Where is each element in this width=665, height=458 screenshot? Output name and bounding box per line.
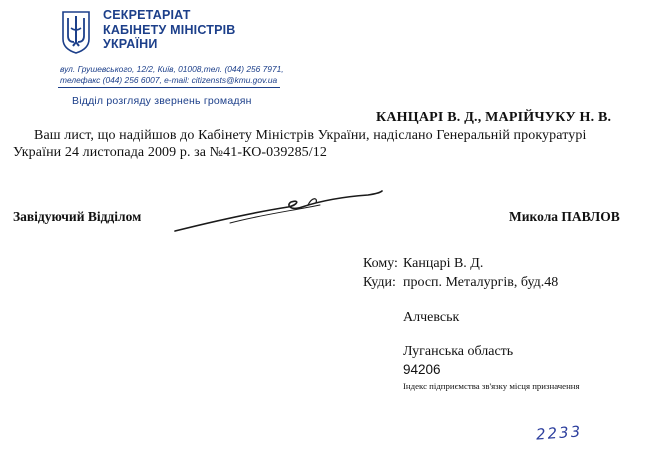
region: Луганська область [403,344,514,359]
letter-body-line-2: України 24 листопада 2009 р. за №41-КО-039285/12 [13,145,327,160]
to-label: Кому: [363,256,398,271]
handwritten-number: 2233 [535,422,583,444]
to-value: Канцарі В. Д. [403,256,484,271]
org-line-3: УКРАЇНИ [103,37,158,51]
organization-name [103,8,236,52]
contact-address: вул. Грушевського, 12/2, Київ, 01008,тел. (044) 256 7971, [60,64,284,74]
where-label: Куди: [363,275,396,290]
signature-image [170,183,385,238]
contact-block [60,64,284,86]
org-line-1: СЕКРЕТАРІАТ [103,8,191,22]
addressee: КАНЦАРІ В. Д., МАРІЙЧУКУ Н. В. [376,110,612,125]
signer-title: Завідуючий Відділом [13,209,142,224]
signer-name: Микола ПАВЛОВ [509,209,620,224]
trident-icon [60,9,92,55]
where-value: просп. Металургів, буд.48 [403,275,559,290]
department-name: Відділ розгляду звернень громадян [72,95,252,107]
postal-code: 94206 [403,362,441,377]
city: Алчевськ [403,310,460,325]
org-line-2: КАБІНЕТУ МІНІСТРІВ [103,22,236,37]
postal-code-note: Індекс підприємства зв'язку місця призначення [403,381,580,391]
letterhead-divider [58,87,280,88]
letter-body-line-1: Ваш лист, що надійшов до Кабінету Міністрів України, надіслано Генеральній прокуратурі [34,128,587,143]
contact-fax-email: телефакс (044) 256 6007, e-mail: citizensts@kmu.gov.ua [60,75,278,85]
